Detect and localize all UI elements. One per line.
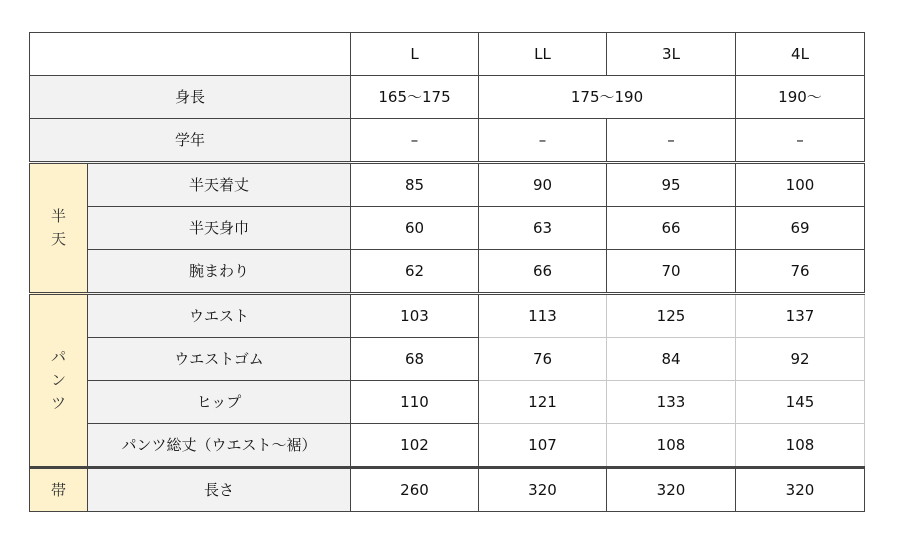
group-label-hanten: 半天	[30, 163, 88, 294]
row-label: 半天身巾	[88, 207, 351, 250]
table-cell: 69	[736, 207, 865, 250]
table-cell: 76	[479, 338, 607, 381]
grade-row	[30, 119, 865, 163]
table-cell: 62	[351, 250, 479, 294]
row-label: ヒップ	[88, 381, 351, 424]
table-cell: 108	[736, 424, 865, 468]
table-cell: 125	[607, 294, 736, 338]
table-cell: –	[479, 119, 607, 163]
table-cell: 108	[607, 424, 736, 468]
row-label: 学年	[30, 119, 351, 163]
table-cell: 66	[607, 207, 736, 250]
row-label: 半天着丈	[88, 163, 351, 207]
table-row	[30, 468, 865, 512]
table-cell: 121	[479, 381, 607, 424]
size-chart-table	[29, 32, 865, 512]
table-cell: 60	[351, 207, 479, 250]
table-row	[30, 338, 865, 381]
row-label: ウエストゴム	[88, 338, 351, 381]
header-row	[30, 33, 865, 76]
table-cell: 90	[479, 163, 607, 207]
table-cell: 102	[351, 424, 479, 468]
table-cell: 85	[351, 163, 479, 207]
group-label-pants: パンツ	[30, 294, 88, 468]
table-cell: 103	[351, 294, 479, 338]
group-label-obi: 帯	[30, 468, 88, 512]
table-cell: 100	[736, 163, 865, 207]
table-cell: 107	[479, 424, 607, 468]
height-value-l: 165〜175	[351, 76, 479, 119]
row-label: 身長	[30, 76, 351, 119]
table-cell: 320	[607, 468, 736, 512]
table-cell: 113	[479, 294, 607, 338]
size-header-4l: 4L	[736, 33, 865, 76]
table-cell: 84	[607, 338, 736, 381]
table-row	[30, 381, 865, 424]
table-cell: 66	[479, 250, 607, 294]
table-cell: 63	[479, 207, 607, 250]
table-cell: 260	[351, 468, 479, 512]
table-cell: 110	[351, 381, 479, 424]
table-cell: 145	[736, 381, 865, 424]
table-cell: 92	[736, 338, 865, 381]
table-cell: 133	[607, 381, 736, 424]
row-label: ウエスト	[88, 294, 351, 338]
table-row	[30, 207, 865, 250]
height-value-4l: 190〜	[736, 76, 865, 119]
size-header-l: L	[351, 33, 479, 76]
height-row	[30, 76, 865, 119]
size-header-ll: LL	[479, 33, 607, 76]
header-corner	[30, 33, 351, 76]
table-cell: 137	[736, 294, 865, 338]
row-label: 腕まわり	[88, 250, 351, 294]
table-cell: –	[607, 119, 736, 163]
table-row	[30, 424, 865, 468]
size-header-3l: 3L	[607, 33, 736, 76]
table-cell: –	[736, 119, 865, 163]
row-label: 長さ	[88, 468, 351, 512]
row-label: パンツ総丈（ウエスト〜裾）	[88, 424, 351, 468]
height-value-ll-3l: 175〜190	[479, 76, 736, 119]
table-cell: 76	[736, 250, 865, 294]
table-cell: 70	[607, 250, 736, 294]
table-cell: 320	[479, 468, 607, 512]
table-row	[30, 163, 865, 207]
table-cell: 95	[607, 163, 736, 207]
table-row	[30, 250, 865, 294]
table-row	[30, 294, 865, 338]
table-cell: –	[351, 119, 479, 163]
table-cell: 320	[736, 468, 865, 512]
table-cell: 68	[351, 338, 479, 381]
